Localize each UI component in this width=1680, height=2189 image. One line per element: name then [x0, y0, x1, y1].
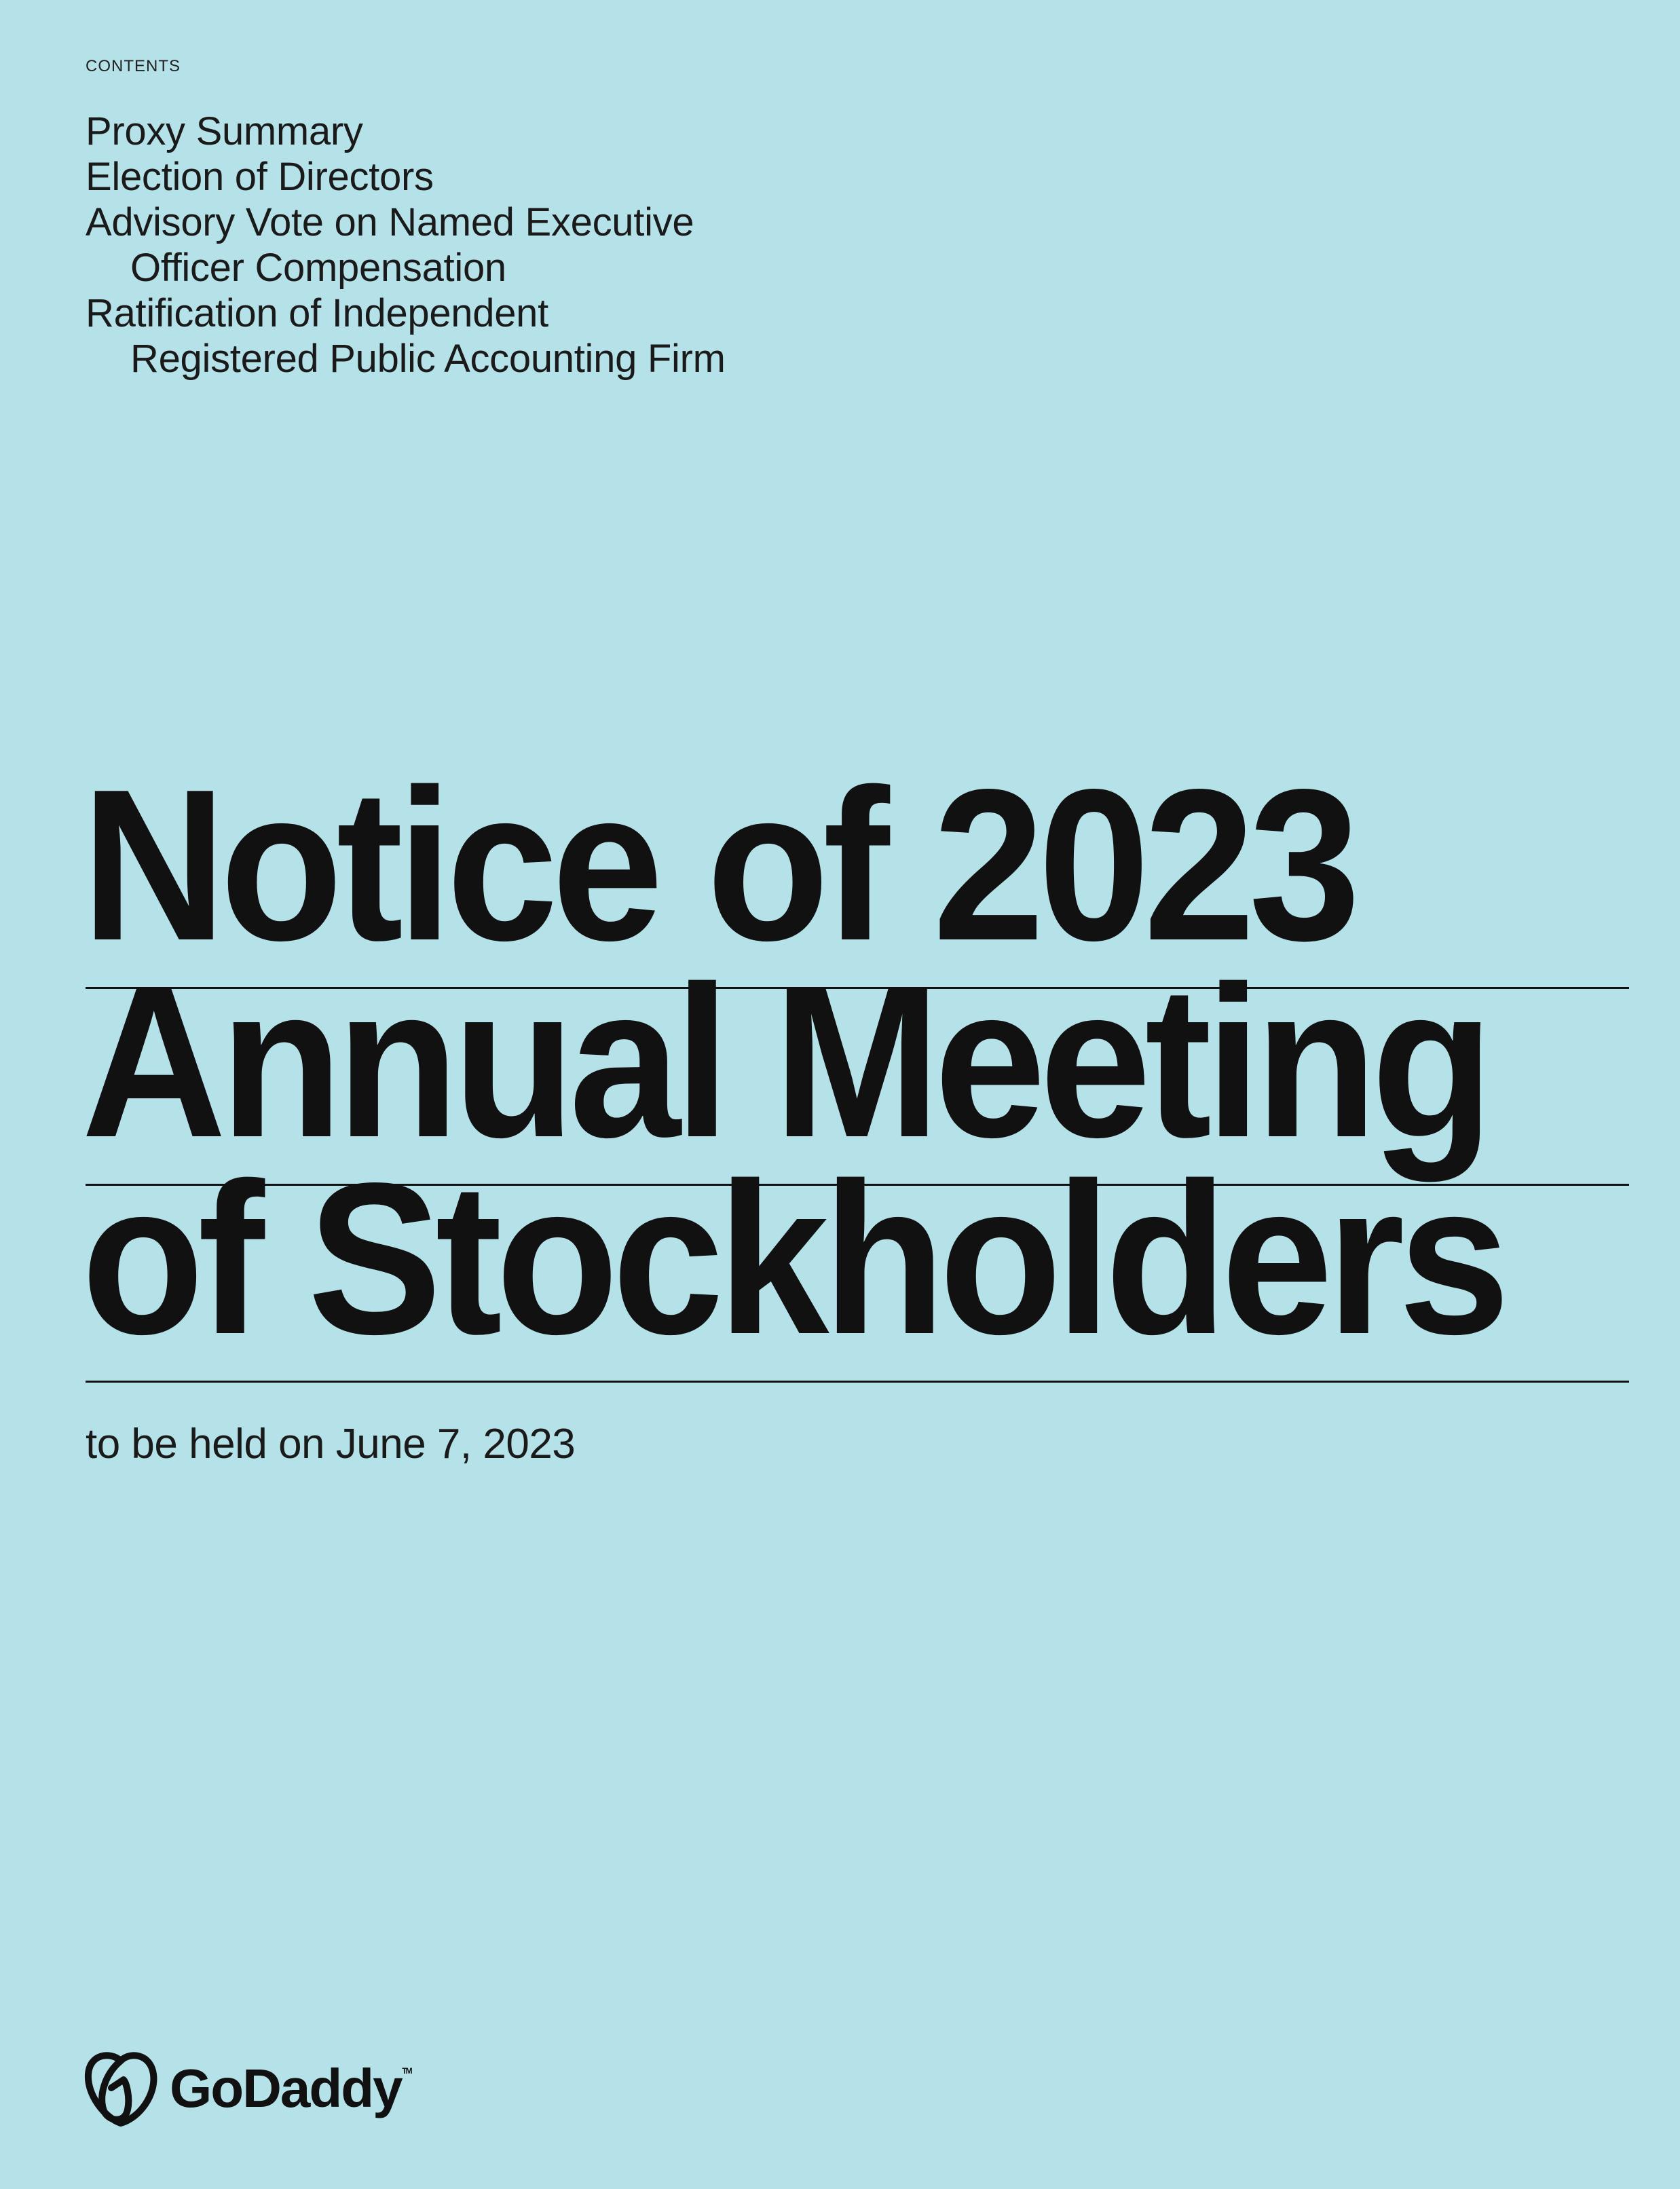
toc-item-ratification[interactable]	[86, 291, 726, 381]
godaddy-logo	[83, 2050, 411, 2127]
toc-item-advisory-vote[interactable]	[86, 200, 726, 291]
toc-item-label: Proxy Summary	[86, 109, 363, 153]
page-title	[81, 745, 1629, 1383]
logo-text: GoDaddy	[170, 2058, 402, 2118]
table-of-contents	[86, 109, 726, 381]
godaddy-heart-g-icon	[83, 2050, 159, 2127]
toc-item-proxy-summary[interactable]	[86, 109, 726, 154]
title-text: of Stockholders	[81, 1138, 1504, 1379]
title-line-3	[81, 1138, 1629, 1383]
meeting-date: to be held on June 7, 2023	[86, 1421, 576, 1467]
toc-item-election-of-directors[interactable]	[86, 154, 726, 200]
trademark-mark: TM	[402, 2066, 411, 2076]
toc-item-label-continued: Officer Compensation	[130, 246, 506, 290]
toc-item-label: Election of Directors	[86, 155, 434, 199]
toc-item-label-continued: Registered Public Accounting Firm	[130, 337, 726, 381]
logo-wordmark	[170, 2058, 411, 2118]
title-text: Annual Meeting	[81, 941, 1488, 1182]
toc-item-label: Ratification of Independent	[86, 291, 548, 335]
title-text: Notice of 2023	[81, 745, 1355, 986]
contents-label: CONTENTS	[86, 57, 181, 75]
toc-item-label: Advisory Vote on Named Executive	[86, 200, 694, 244]
